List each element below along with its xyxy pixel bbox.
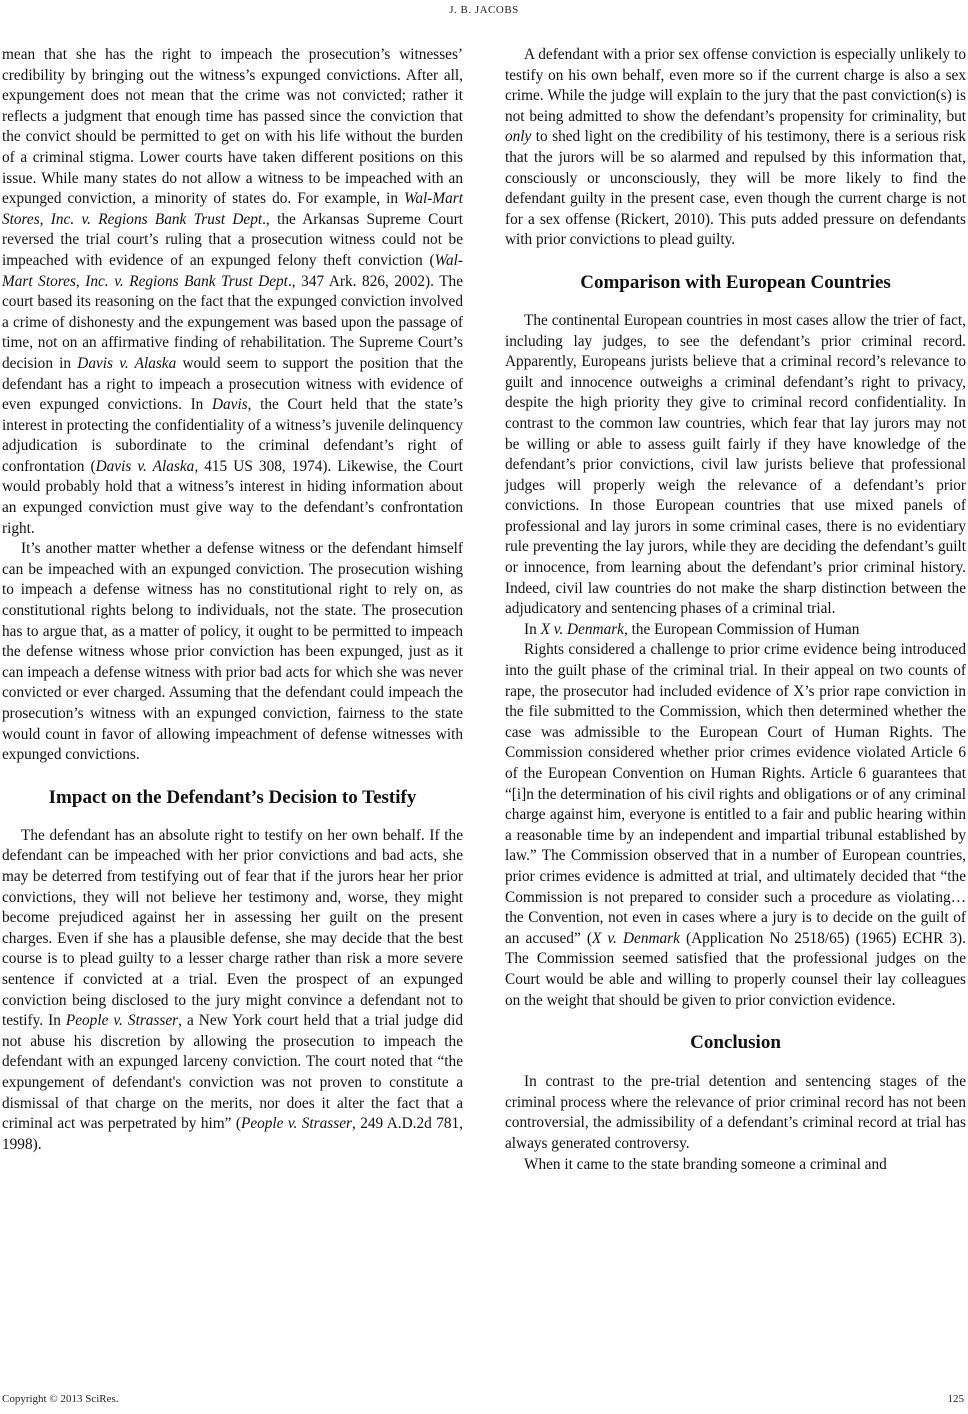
case-name-italic: People v. Strasser [240,1115,352,1133]
page-number: 125 [947,1393,964,1405]
case-name-italic: Inc. v. Regions Bank Trust Dept [85,272,288,290]
case-name-italic: Wal-Mart Stores, Inc. v. Regions Bank Trust Dept [2,190,463,228]
running-head: J. B. JACOBS [449,4,519,16]
paragraph: When it came to the state branding someone a criminal and [524,1155,887,1173]
case-name-italic: X v. Denmark [591,929,680,947]
case-name-italic: Davis v. Alaska [77,354,177,372]
paragraph: In X v. Denmark, the European Commission of Human [524,620,860,638]
copyright-notice: Copyright © 2013 SciRes. [2,1393,119,1405]
case-name-italic: People v. Strasser [65,1012,179,1030]
section-heading-impact: Impact on the Defendant’s Decision to Testify [48,786,417,808]
case-name-italic: X v. Denmark [540,620,624,638]
case-name-italic: Wal-Mart Stores [2,251,463,290]
paragraph: The continental European countries in most cases allow the trier of fact, including lay judges, to see the defendant’s prior criminal record. Apparently, Europeans jurists believe that a criminal record’s relevance to guilt and innocence outweighs a criminal defendant’s right to privacy, despite the high priority they give to criminal record confidentiality. In contrast to the common law countries, which fear that lay jurors may not be willing or able to assess guilt fairly if they have knowledge of the defendant’s prior convictions, civil law jurists believe that professional judges will properly weigh the relevance of a defendant’s prior convictions. In those European countries that use mixed panels of professional and lay jurors in some criminal cases, there is no evidentiary rule preventing the lay jurors, while they are deciding the defendant’s guilt or innocence, from learning about the defendant’s prior criminal history. Indeed, civil law countries do not make the sharp distinction between the adjudicatory and sentencing phases of a criminal trial. [505,311,966,618]
paragraph: The defendant has an absolute right to testify on her own behalf. If the defendant can be impeached with her prior convictions and bad acts, she may be deterred from testifying out of fear that if the jurors hear her prior convictions, they will not believe her testimony and, worse, they might become prejudiced against her in assessing her guilt on the present charges. Even if she has a plausible defense, she may decide that the best course is to plead guilty to a lesser charge rather than risk a more severe sentence if convicted at a trial. Even the prospect of an expunged conviction being disclosed to the jury might convince a defendant not to testify. In People v. Strasser, a New York court held that a trial judge did not abuse his discretion by allowing the prosecution to impeach the defendant with an expunged larceny conviction. The court noted that “the expungement of defendant's conviction was not proven to constitute a dismissal of that charge on the merits, nor does it alter the fact that a criminal act was perpetrated by him” (People v. Strasser, 249 A.D.2d 781, 1998). [2,826,463,1153]
left-column [2,45,463,1155]
section-heading-conclusion: Conclusion [690,1032,781,1054]
paragraph: mean that she has the right to impeach the prosecution’s witnesses’ credibility by bringing out the witness’s expunged convictions. After all, expungement does not mean that the crime was not convicted; rather it reflects a judgment that enough time has passed since the conviction that the convict should be permitted to get on with his life without the burden of a criminal stigma. Lower courts have taken different positions on this issue. While many states do not allow a witness to be impeached with an expunged conviction, a minority of states do. For example, in Wal-Mart Stores, Inc. v. Regions Bank Trust Dept., the Arkansas Supreme Court reversed the trial court’s ruling that a prosecution witness could not be impeached with evidence of an expunged felony theft conviction (Wal-Mart Stores, Inc. v. Regions Bank Trust Dept., 347 Ark. 826, 2002). The court based its reasoning on the fact that the expunged conviction involved a crime of dishonesty and the expungement was based upon the passage of time, not on an affirmative finding of rehabilitation. The Supreme Court’s decision in Davis v. Alaska would seem to support the position that the defendant has a right to impeach a prosecution witness with evidence of even expunged convictions. In Davis, the Court held that the state’s interest in protecting the confidentiality of a witness’s juvenile delinquency adjudication is subordinate to the criminal defendant’s right of confrontation (Davis v. Alaska, 415 US 308, 1974). Likewise, the Court would probably hold that a witness’s interest in hiding information about an expunged conviction must give way to the defendant’s confrontation right. [2,46,464,537]
case-name-italic: only [505,128,532,146]
paragraph: Rights considered a challenge to prior crime evidence being introduced into the guilt phase of the criminal trial. In their appeal on two counts of rape, the prosecutor had included evidence of X’s prior rape conviction in the file submitted to the Commission, which then determined whether the case was admissible to the European Court of Human Rights. The Commission considered whether prior crimes evidence violated Article 6 of the European Convention on Human Rights. Article 6 guarantees that “[i]n the determination of his civil rights and obligations or of any criminal charge against him, everyone is entitled to a fair and public hearing within a reasonable time by an independent and impartial tribunal established by law.” The Commission observed that in a number of European countries, prior crimes evidence is admitted at trial, and ultimately decided that “the Commission is not prepared to consider such a procedure as violating… the Convention, not even in cases where a jury is to decide on the guilt of an accused” (X v. Denmark (Application No 2518/65) (1965) ECHR 3). The Commission seemed satisfied that the professional judges on the Court would be able and willing to properly counsel their lay colleagues on the weight that should be given to prior conviction evidence. [505,641,966,1009]
case-name-italic: Davis [211,396,248,414]
right-column [505,45,966,1175]
paragraph: It’s another matter whether a defense witness or the defendant himself can be impeached with an expunged conviction. The prosecution wishing to impeach a defense witness has no constitutional right to rely on, as constitutional rights belong to individuals, not the state. The prosecution has to argue that, as a matter of policy, it ought to be permitted to impeach the defense witness whose prior conviction has been expunged, just as it can impeach a defense witness with prior bad acts for which she was never convicted or ever charged. Assuming that the defendant could impeach the prosecution’s witness with an expunged conviction, fairness to the state would count in favor of allowing impeachment of defense witnesses with expunged convictions. [2,540,463,764]
section-heading-comparison: Comparison with European Countries [580,271,891,293]
paragraph: A defendant with a prior sex offense conviction is especially unlikely to testify on his own behalf, even more so if the current charge is also a sex crime. While the judge will explain to the jury that the past conviction(s) is not being admitted to show the defendant’s propensity for criminality, but only to shed light on the credibility of his testimony, there is a serious risk that the jurors will be so alarmed and repulsed by this information that, consciously or unconsciously, they will be more likely to find the defendant guilty in the present case, even though the current charge is not for a sex offense (Rickert, 2010). This puts added pressure on defendants with prior convictions to plead guilty. [505,46,966,249]
paragraph: In contrast to the pre-trial detention and sentencing stages of the criminal process where the relevance of prior criminal record has not been controversial, the admissibility of a defendant’s criminal record at trial has always generated controversy. [505,1073,966,1152]
case-name-italic: Davis v. Alaska, [95,457,199,475]
